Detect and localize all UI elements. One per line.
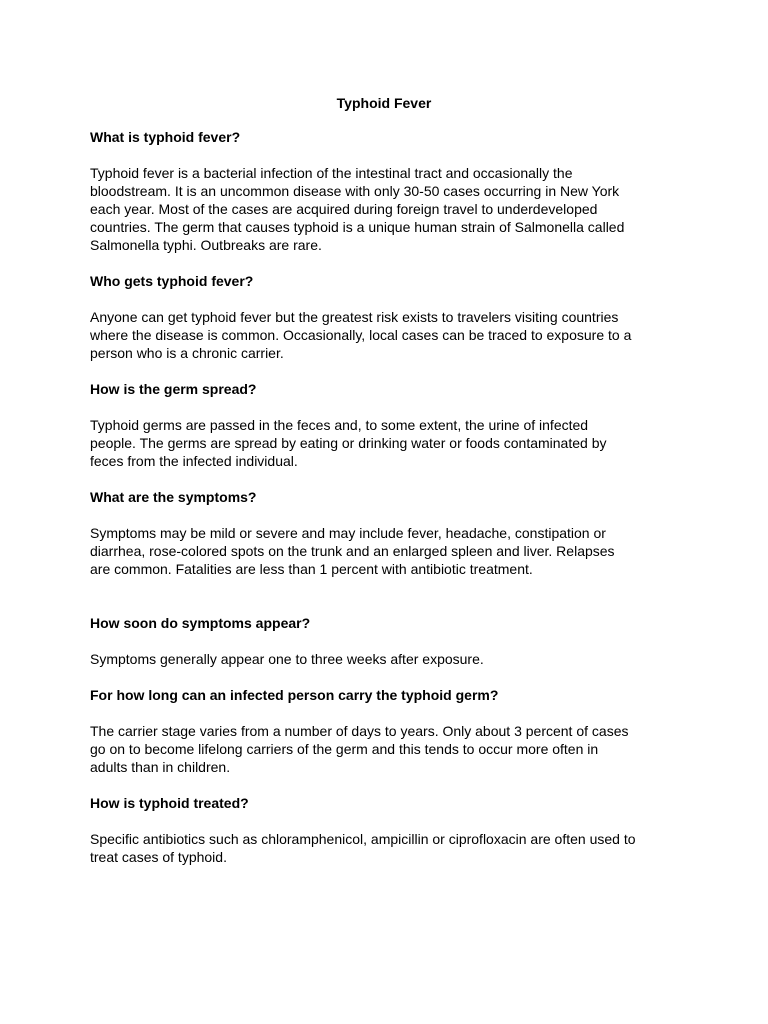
section-body-carrier: The carrier stage varies from a number of days to years. Only about 3 percent of cases go on to become lifelong carriers of the germ and this tends to occur more often in adults than in children. [90, 723, 629, 775]
section-body-who-gets: Anyone can get typhoid fever but the greatest risk exists to travelers visiting countries where the disease is common. Occasionally, local cases can be traced to exposure to a person who is a chronic carrier. [90, 309, 632, 361]
section-heading-spread: How is the germ spread? [90, 381, 257, 397]
section-heading-who-gets: Who gets typhoid fever? [90, 273, 254, 289]
section-heading-what-is: What is typhoid fever? [90, 129, 241, 145]
section-body-treatment: Specific antibiotics such as chloramphenicol, ampicillin or ciprofloxacin are often used to treat cases of typhoid. [90, 831, 636, 865]
section-body-what-is: Typhoid fever is a bacterial infection of the intestinal tract and occasionally the bloodstream. It is an uncommon disease with only 30-50 cases occurring in New York each year. Most of the cases are acquired during foreign travel to underdeveloped countries. The germ that causes typhoid is a unique human strain of Salmonella called Salmonella typhi. Outbreaks are rare. [90, 165, 625, 253]
section-heading-carrier: For how long can an infected person carry the typhoid germ? [90, 687, 499, 703]
document-title: Typhoid Fever [336, 95, 432, 111]
section-body-spread: Typhoid germs are passed in the feces and, to some extent, the urine of infected people. The germs are spread by eating or drinking water or foods contaminated by feces from the infected individual. [90, 417, 607, 469]
section-heading-onset: How soon do symptoms appear? [90, 615, 311, 631]
section-body-symptoms: Symptoms may be mild or severe and may include fever, headache, constipation or diarrhea, rose-colored spots on the trunk and an enlarged spleen and liver. Relapses are common. Fatalities are less than 1 percent with antibiotic treatment. [90, 525, 615, 577]
section-heading-symptoms: What are the symptoms? [90, 489, 257, 505]
section-heading-treatment: How is typhoid treated? [90, 795, 249, 811]
document-content [90, 128, 690, 866]
section-body-onset: Symptoms generally appear one to three weeks after exposure. [90, 651, 484, 667]
